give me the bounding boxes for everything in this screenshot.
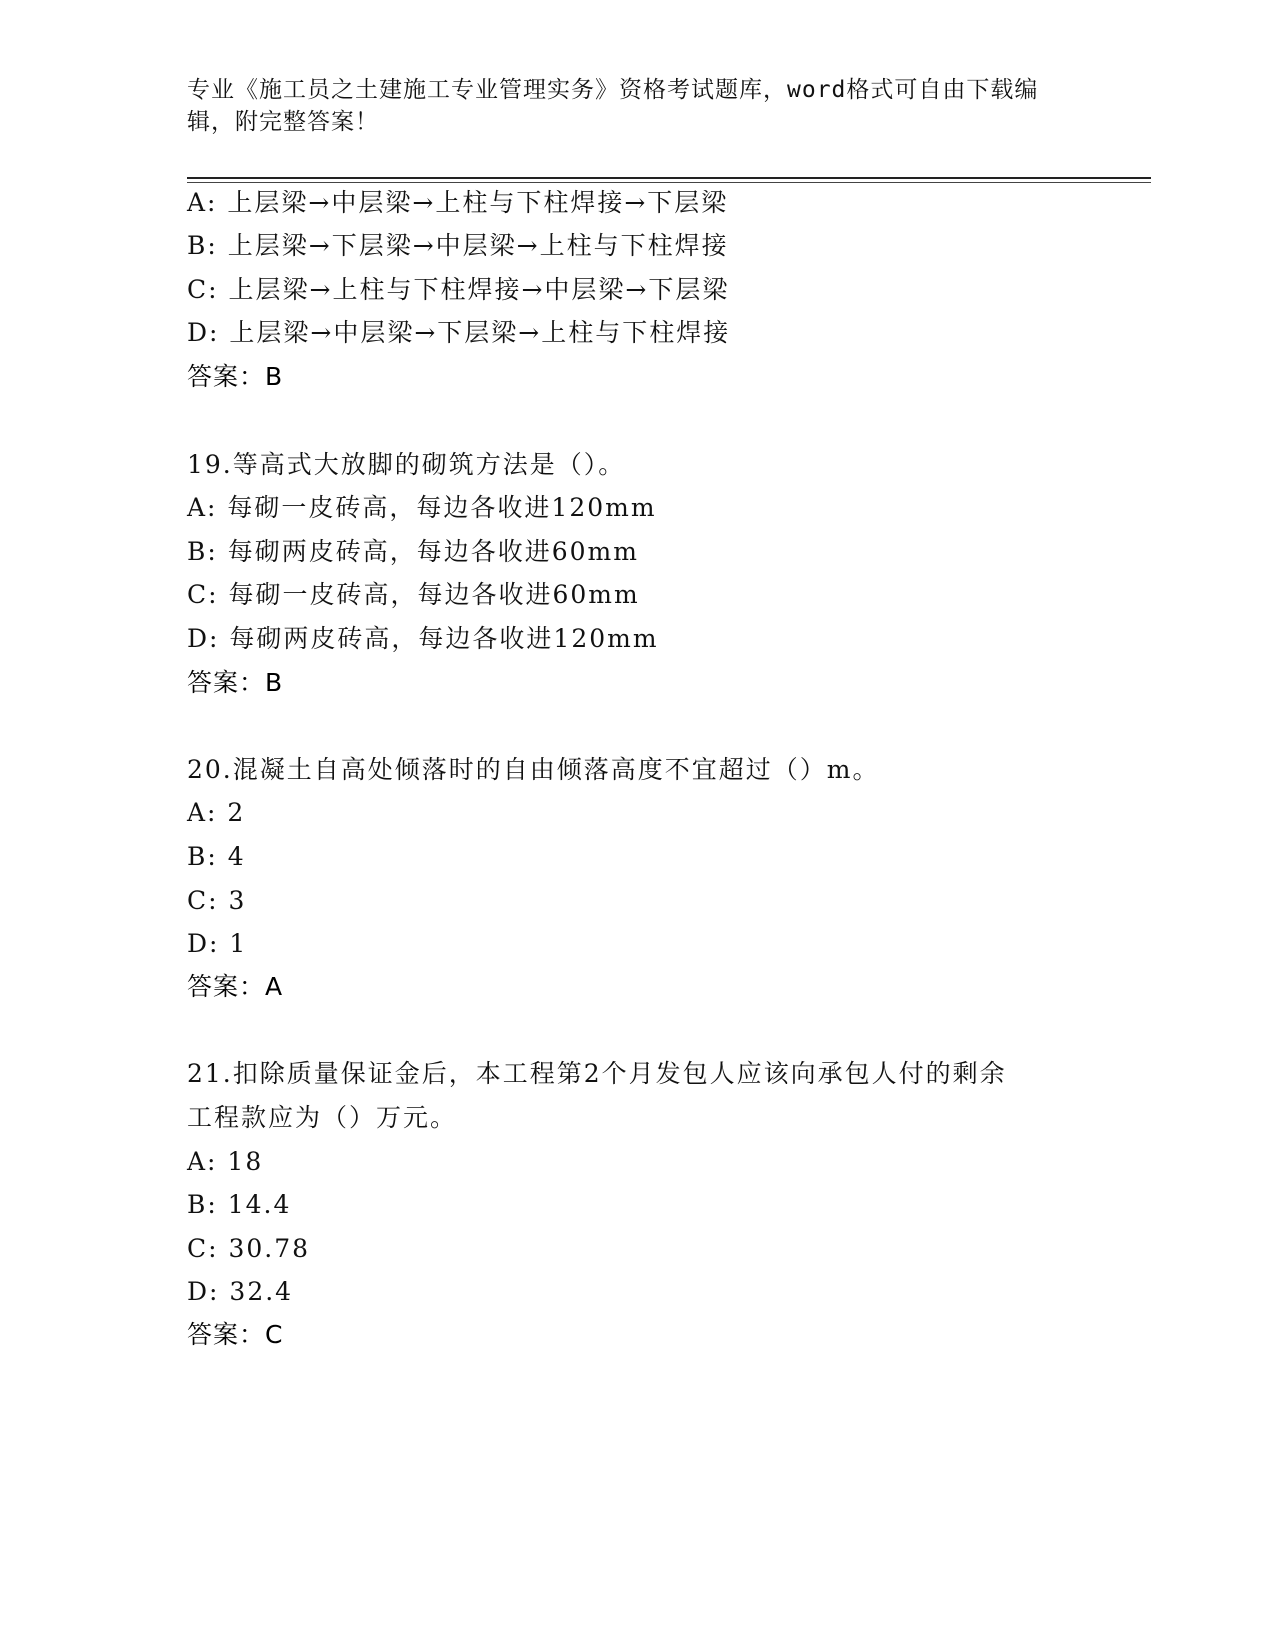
question-text-line-2: 工程款应为（）万元。 xyxy=(187,1103,458,1132)
option-a: A: 每砌一皮砖高，每边各收进120mm xyxy=(187,493,657,522)
answer: 答案：B xyxy=(187,362,284,391)
option-b: B: 14.4 xyxy=(187,1190,292,1219)
answer: 答案：C xyxy=(187,1320,284,1349)
option-d: D: 1 xyxy=(187,929,248,958)
option-b: B: 上层梁→下层梁→中层梁→上柱与下柱焊接 xyxy=(187,231,729,260)
option-b: B: 4 xyxy=(187,842,246,871)
header-divider-thin xyxy=(187,182,1151,183)
option-d: D: 32.4 xyxy=(187,1277,294,1306)
option-a: A: 上层梁→中层梁→上柱与下柱焊接→下层梁 xyxy=(187,188,729,217)
option-a: A: 2 xyxy=(187,798,246,827)
option-d: D: 上层梁→中层梁→下层梁→上柱与下柱焊接 xyxy=(187,318,731,347)
document-intro: 专业《施工员之土建施工专业管理实务》资格考试题库，word格式可自由下载编辑，附完整答案！ xyxy=(187,77,1039,135)
option-a: A: 18 xyxy=(187,1147,264,1176)
option-b: B: 每砌两皮砖高，每边各收进60mm xyxy=(187,537,639,566)
header-divider-thick xyxy=(187,177,1151,179)
answer: 答案：A xyxy=(187,972,284,1001)
question-text: 19.等高式大放脚的砌筑方法是（）。 xyxy=(187,450,626,479)
option-c: C: 每砌一皮砖高，每边各收进60mm xyxy=(187,580,640,609)
option-d: D: 每砌两皮砖高，每边各收进120mm xyxy=(187,624,659,653)
question-text: 20.混凝土自高处倾落时的自由倾落高度不宜超过（）m。 xyxy=(187,755,880,784)
option-c: C: 上层梁→上柱与下柱焊接→中层梁→下层梁 xyxy=(187,275,730,304)
question-text-line-1: 21.扣除质量保证金后，本工程第2个月发包人应该向承包人付的剩余 xyxy=(187,1059,1007,1088)
option-c: C: 30.78 xyxy=(187,1234,311,1263)
option-c: C: 3 xyxy=(187,886,247,915)
answer: 答案：B xyxy=(187,668,284,697)
